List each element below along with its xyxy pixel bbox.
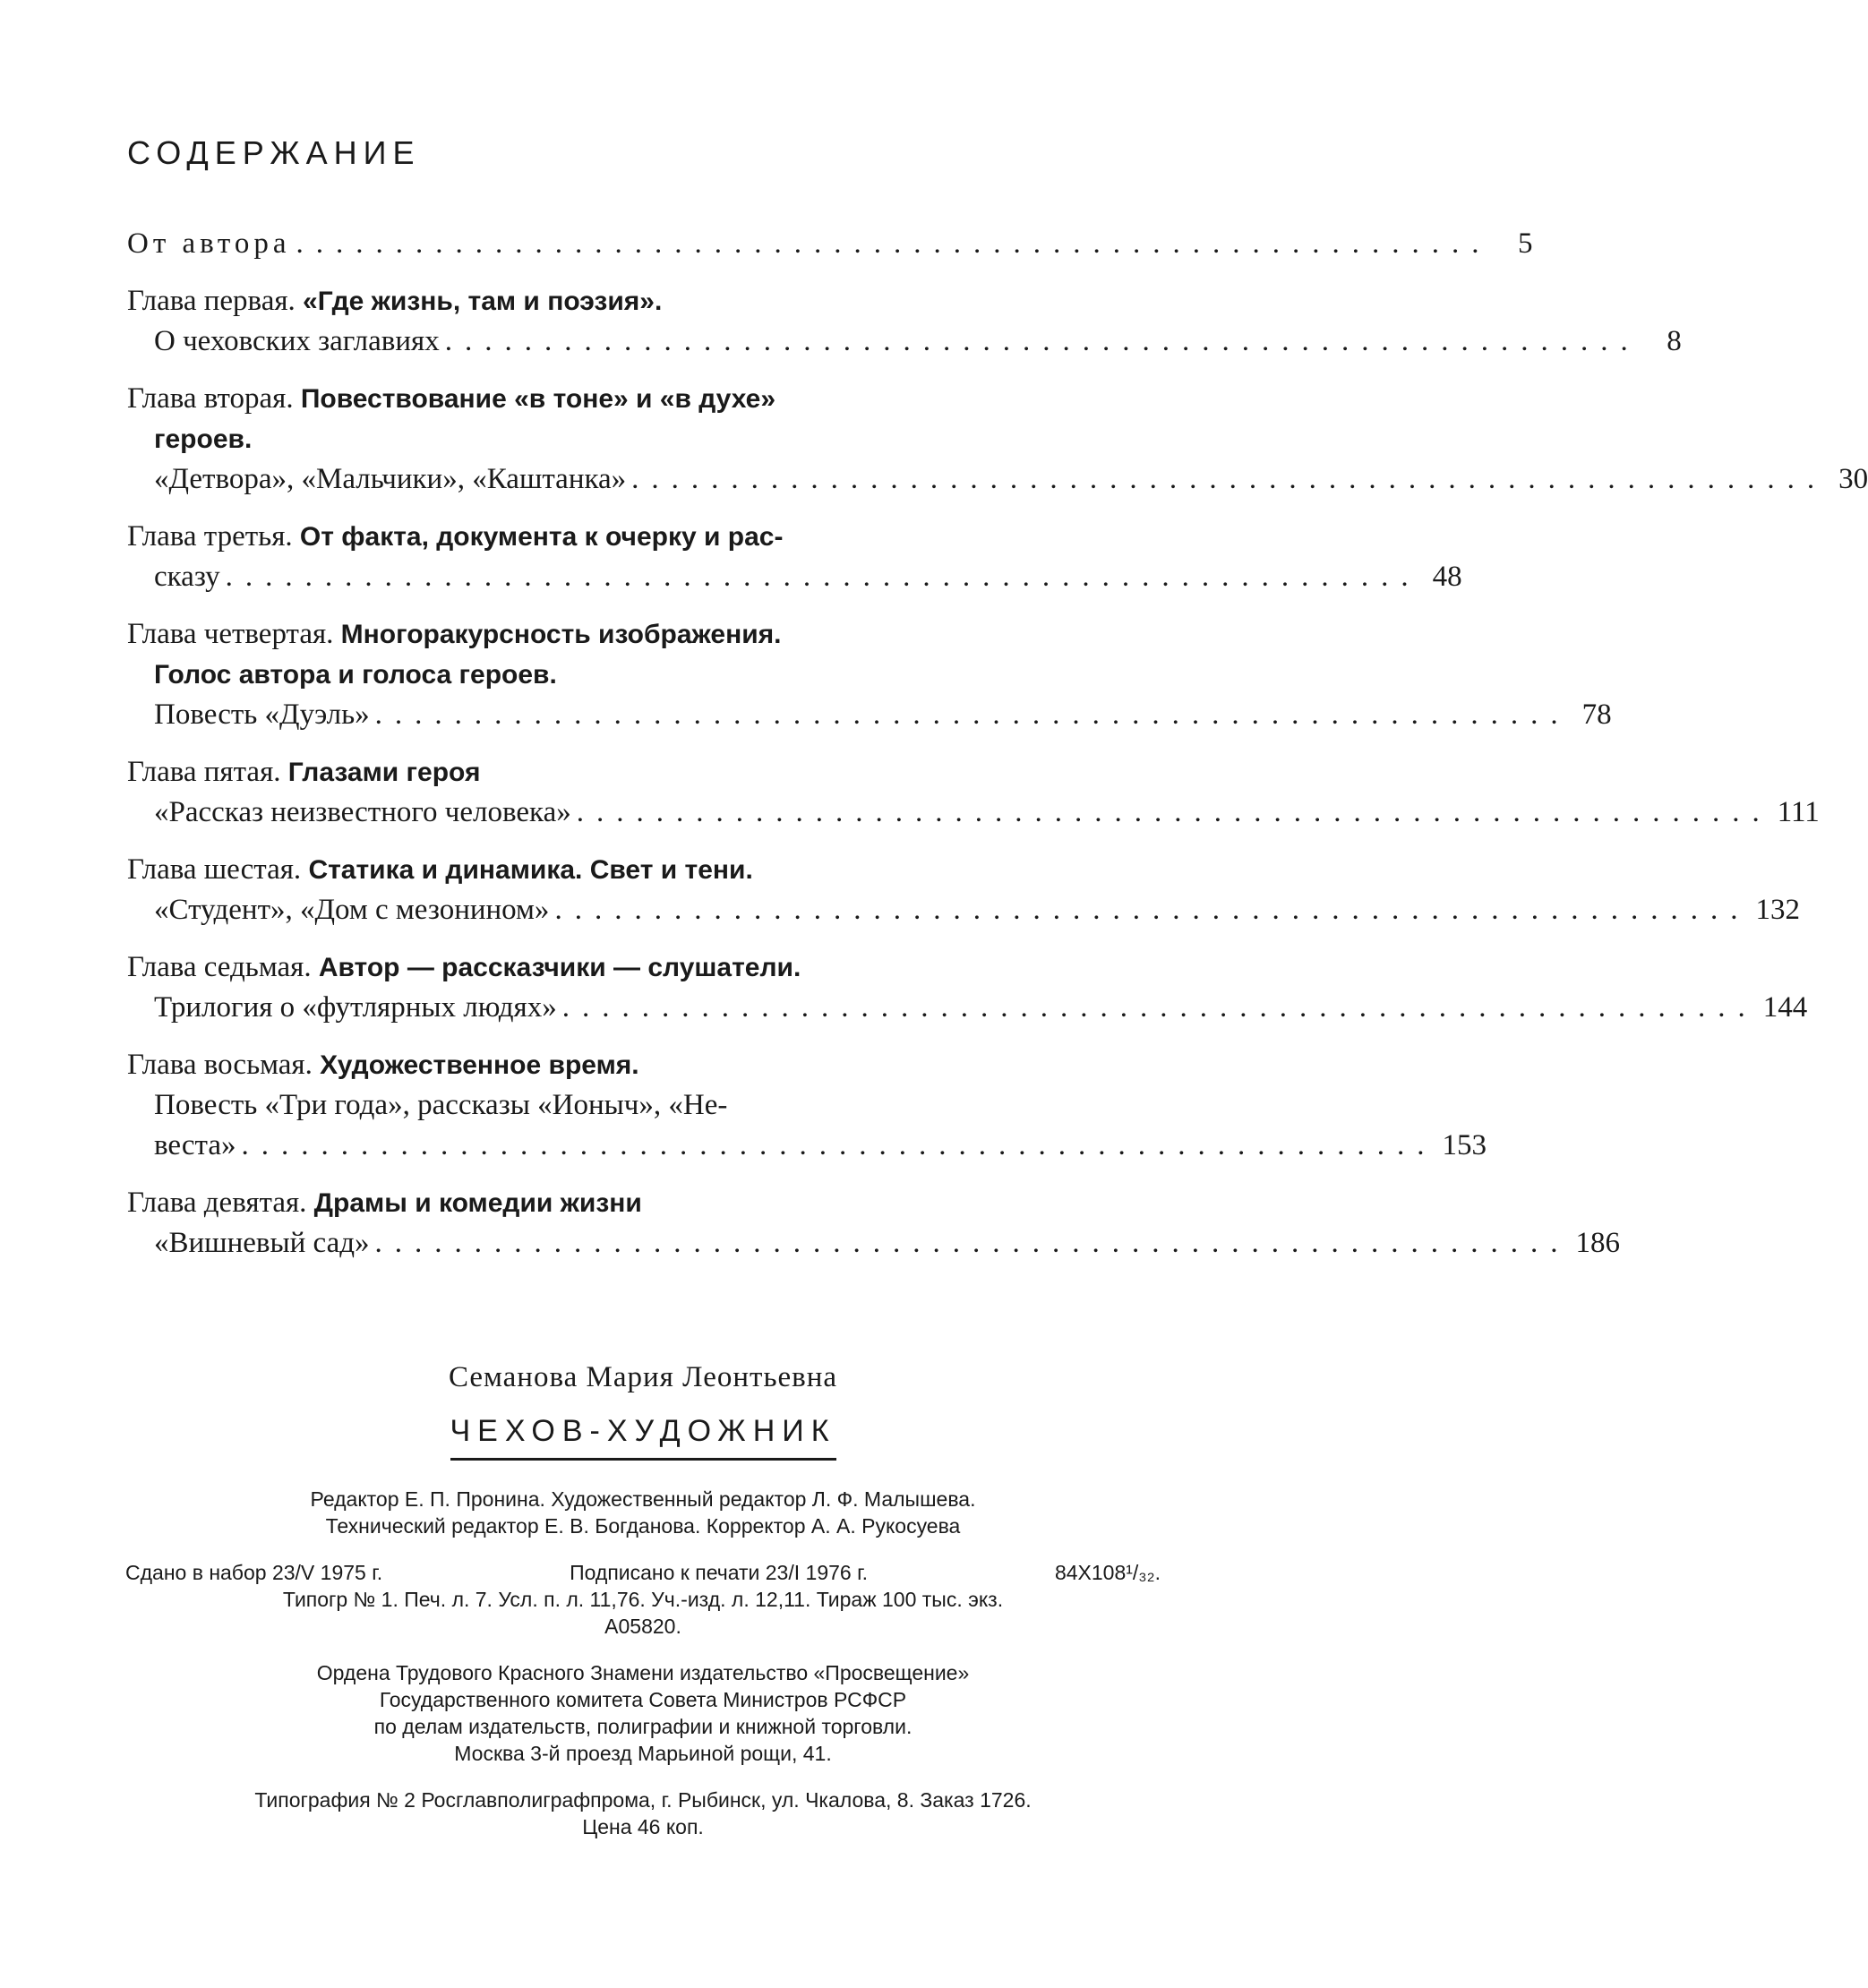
toc-entry <box>127 614 1612 735</box>
dot-leader: ............................................................ <box>374 1227 1571 1259</box>
editors-block <box>116 1486 1170 1539</box>
print-details-row <box>116 1559 1170 1586</box>
chapter-title: Художественное время. <box>320 1050 639 1080</box>
toc-entry-title-line <box>127 379 938 419</box>
page-number: 153 <box>1442 1129 1487 1161</box>
chapter-title: От факта, документа к очерку и рас- <box>299 522 784 552</box>
toc-heading: СОДЕРЖАНИЕ <box>127 134 421 171</box>
chapter-label: Глава седьмая. <box>127 951 319 983</box>
chapter-label: Глава третья. <box>127 520 300 553</box>
chapter-label: Глава восьмая. <box>127 1049 321 1081</box>
page-number: 186 <box>1575 1227 1621 1259</box>
toc-entry-title-line <box>127 1045 938 1085</box>
dot-leader: ............................................................ <box>561 991 1758 1024</box>
dot-leader: ............................................................ <box>576 796 1772 828</box>
dot-leader: ............................................................ <box>631 463 1828 495</box>
chapter-title: героев. <box>154 424 253 454</box>
toc-entry-last-line <box>127 890 1800 930</box>
toc-entry-subtitle: «Рассказ неизвестного человека» <box>154 796 571 828</box>
toc-entry-subtitle: «Вишневый сад» <box>154 1227 370 1259</box>
toc-entry-subtitle: «Детвора», «Мальчики», «Каштанка» <box>154 463 627 495</box>
toc-entry-title-line <box>127 419 938 459</box>
publisher-line-1: Ордена Трудового Красного Знамени издательство «Просвещение» <box>316 1661 970 1684</box>
toc-entry-subtitle: «Студент», «Дом с мезонином» <box>154 894 550 926</box>
toc-entry-subtitle: веста» <box>154 1129 236 1161</box>
toc-entry-title-line <box>127 752 938 793</box>
chapter-title: Драмы и комедии жизни <box>313 1188 642 1218</box>
toc-entry-title-line <box>127 517 938 557</box>
toc-entry <box>127 379 1868 500</box>
toc-entry-last-line <box>127 988 1808 1028</box>
chapter-title: Глазами героя <box>287 758 481 787</box>
toc-entry-subtitle: Повесть «Дуэль» <box>154 698 370 731</box>
chapter-label: Повесть «Три года», рассказы «Ионыч», «Не- <box>154 1089 728 1121</box>
price: Цена 46 коп. <box>582 1815 704 1838</box>
toc-entry <box>127 752 1820 833</box>
chapter-title: «Где жизнь, там и поэзия». <box>303 287 663 316</box>
editors-line-2: Технический редактор Е. В. Богданова. Корректор А. А. Рукосуева <box>325 1514 961 1538</box>
typography-line: Типография № 2 Росглавполиграфпрома, г. Рыбинск, ул. Чкалова, 8. Заказ 1726. <box>254 1788 1032 1812</box>
toc-entry-title-line <box>127 281 938 321</box>
publisher-line-3: по делам издательств, полиграфии и книжной торговли. <box>373 1715 913 1738</box>
toc-entry-title-line <box>127 1085 938 1126</box>
signed-date: Подписано к печати 23/I 1976 г. <box>570 1561 869 1584</box>
toc-entry <box>127 281 1682 362</box>
toc-entry-last-line <box>127 695 1612 735</box>
table-of-contents <box>127 224 1868 1281</box>
toc-entry-last-line <box>127 1126 1487 1166</box>
imprint-section <box>116 1361 1170 1840</box>
publisher-line-2: Государственного комитета Совета Министров РСФСР <box>379 1688 907 1711</box>
toc-entry <box>127 1183 1621 1264</box>
dot-leader: ............................................................ <box>444 325 1641 357</box>
chapter-title: Повествование «в тоне» и «в духе» <box>300 384 776 414</box>
dot-leader: ............................................................ <box>241 1129 1437 1161</box>
page-number: 144 <box>1762 991 1808 1024</box>
book-title: ЧЕХОВ-ХУДОЖНИК <box>450 1414 836 1461</box>
page-number: 48 <box>1432 561 1462 593</box>
toc-entry-title-line <box>127 947 938 988</box>
chapter-label: Глава шестая. <box>127 853 309 886</box>
chapter-label: Глава первая. <box>127 285 304 317</box>
toc-entry <box>127 1045 1487 1166</box>
toc-entry-last-line <box>127 321 1682 362</box>
page-number: 8 <box>1667 325 1682 357</box>
toc-entry-title-line <box>127 655 938 695</box>
page-number: 78 <box>1581 698 1612 731</box>
toc-entry-title-line <box>127 850 938 890</box>
dot-leader: ............................................................ <box>225 561 1421 593</box>
dot-leader: ............................................................ <box>296 227 1492 260</box>
license-number: А05820. <box>604 1615 681 1638</box>
toc-entry-last-line <box>127 793 1820 833</box>
publisher-block <box>116 1659 1170 1767</box>
editors-line-1: Редактор Е. П. Пронина. Художественный редактор Л. Ф. Малышева. <box>310 1487 976 1511</box>
page-number: 5 <box>1518 227 1533 260</box>
chapter-title: Голос автора и голоса героев. <box>154 660 557 690</box>
toc-entry-subtitle: От автора <box>127 227 291 260</box>
dot-leader: ............................................................ <box>374 698 1571 731</box>
chapter-label: Глава девятая. <box>127 1187 314 1219</box>
author-name: Семанова Мария Леонтьевна <box>448 1361 838 1393</box>
toc-entry <box>127 850 1800 930</box>
toc-entry-last-line <box>127 459 1868 500</box>
toc-entry-title-line <box>127 614 938 655</box>
toc-entry <box>127 224 1533 264</box>
paper-format: 84Х108¹/₃₂. <box>1054 1561 1161 1584</box>
toc-entry <box>127 517 1462 597</box>
page-number: 132 <box>1755 894 1800 926</box>
chapter-label: Глава четвертая. <box>127 618 341 650</box>
page-number: 111 <box>1777 796 1820 828</box>
toc-entry-subtitle: О чеховских заглавиях <box>154 325 440 357</box>
toc-entry-last-line <box>127 557 1462 597</box>
page-number: 30 <box>1838 463 1868 495</box>
toc-entry-last-line <box>127 224 1533 264</box>
toc-entry-subtitle: сказу <box>154 561 220 593</box>
print-details-block <box>116 1559 1170 1640</box>
toc-entry-title-line <box>127 1183 938 1223</box>
dot-leader: ............................................................ <box>554 894 1751 926</box>
toc-entry-last-line <box>127 1223 1621 1264</box>
chapter-title: Многоракурсность изображения. <box>340 620 782 649</box>
toc-entry-subtitle: Трилогия о «футлярных людях» <box>154 991 557 1024</box>
typeset-date: Сдано в набор 23/V 1975 г. <box>125 1561 383 1584</box>
publisher-line-4: Москва 3-й проезд Марьиной рощи, 41. <box>454 1742 832 1765</box>
chapter-label: Глава пятая. <box>127 756 288 788</box>
print-run-line: Типогр № 1. Печ. л. 7. Усл. п. л. 11,76. Уч.-изд. л. 12,11. Тираж 100 тыс. экз. <box>282 1588 1004 1611</box>
toc-entry <box>127 947 1808 1028</box>
chapter-title: Автор — рассказчики — слушатели. <box>318 953 801 982</box>
chapter-label: Глава вторая. <box>127 382 301 415</box>
chapter-title: Статика и динамика. Свет и тени. <box>308 855 753 885</box>
